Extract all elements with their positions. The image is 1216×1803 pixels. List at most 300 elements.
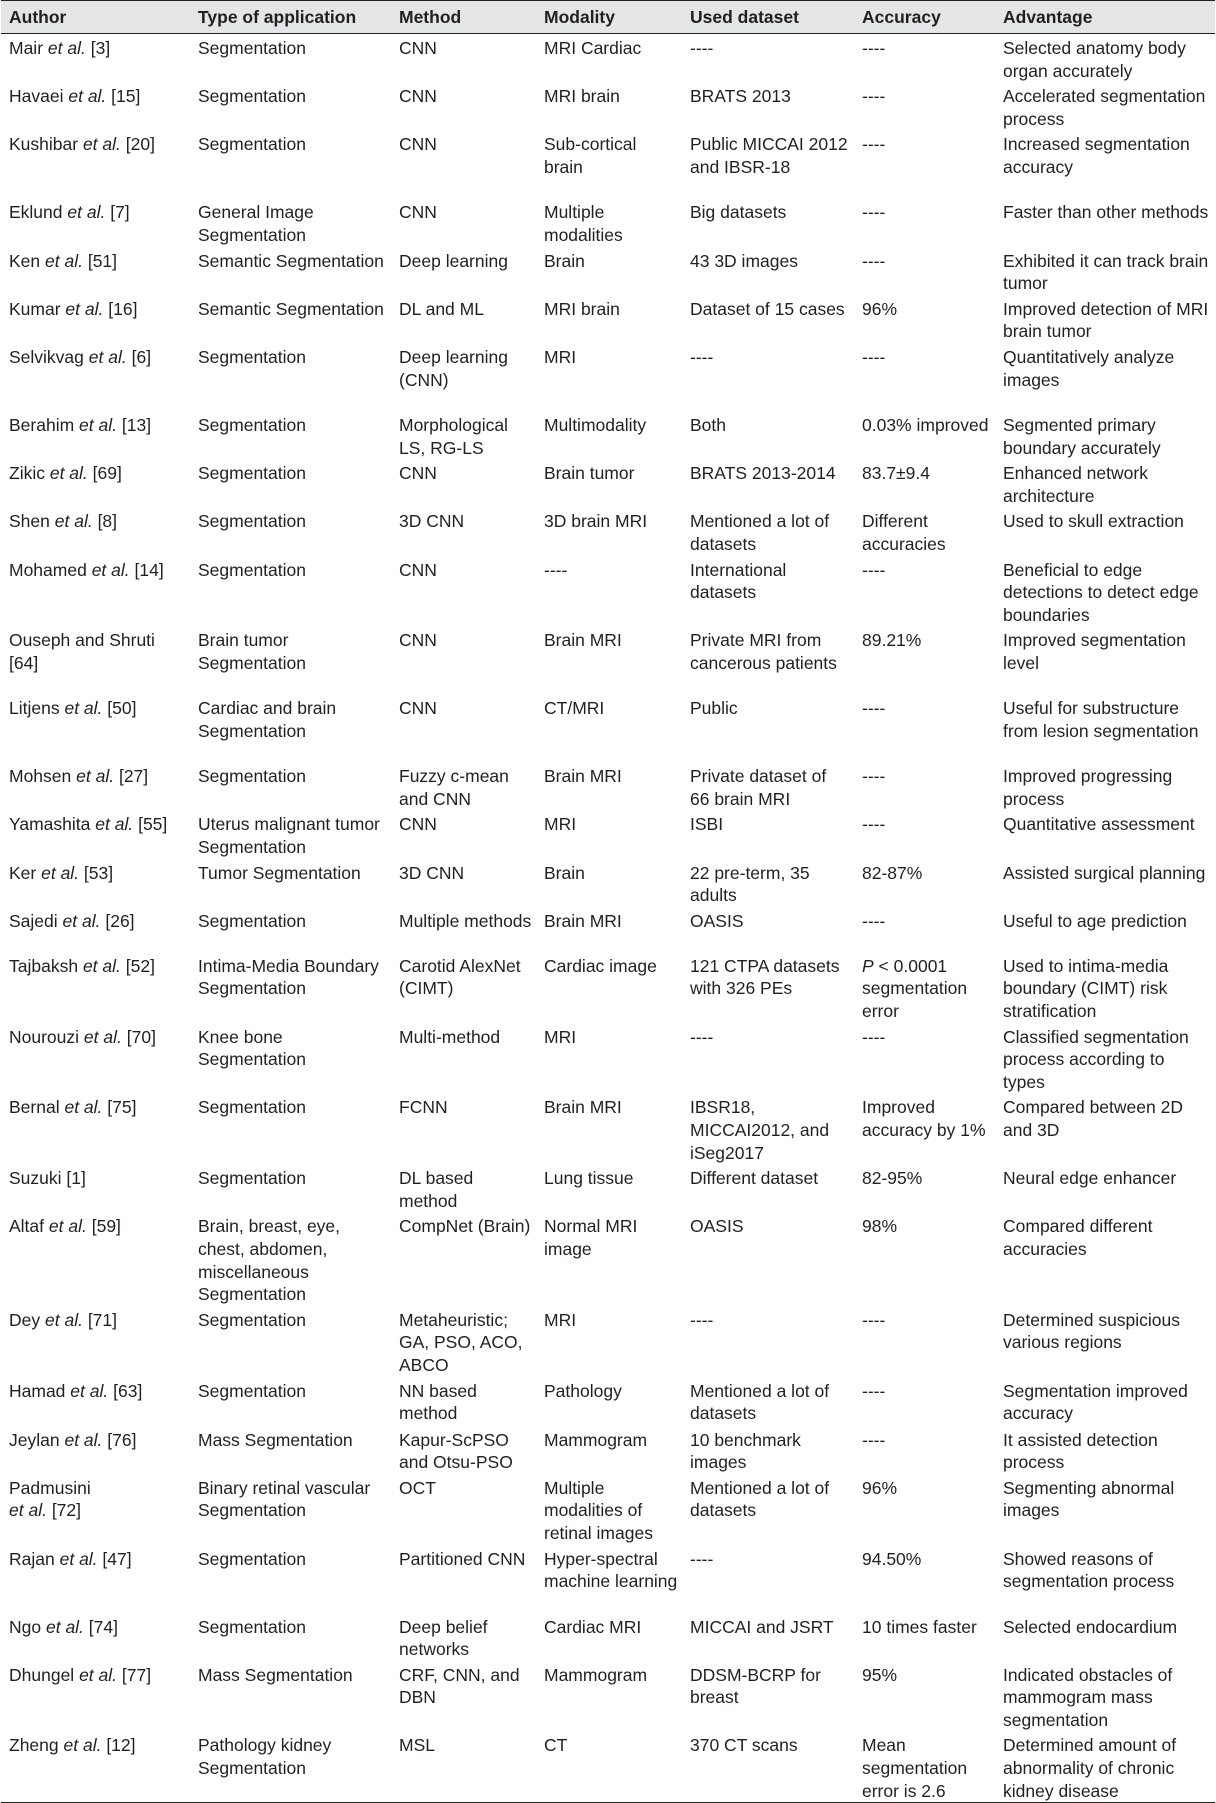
- cell-dataset: International datasets: [690, 559, 787, 603]
- author-name: Ngo: [9, 1616, 42, 1637]
- cell-modality: MRI brain: [544, 298, 620, 319]
- author-name: Tajbaksh: [9, 955, 79, 976]
- cell-modality: Lung tissue: [544, 1168, 634, 1189]
- author-name: Sajedi: [9, 910, 58, 931]
- author-reference: [7]: [105, 202, 130, 223]
- cell-advantage: Improved segmentation level: [1003, 630, 1186, 673]
- cell-method: Fuzzy c-mean and CNN: [399, 766, 509, 809]
- author-et-al: et al.: [47, 38, 86, 58]
- cell-method: OCT: [399, 1477, 436, 1498]
- author-et-al: et al.: [64, 1097, 103, 1118]
- header-accuracy: Accuracy: [854, 1, 995, 34]
- table-row: [1, 130, 1215, 198]
- author-et-al: et al.: [70, 1380, 109, 1401]
- author-name: Dhungel: [9, 1664, 75, 1685]
- cell-method: Kapur-ScPSO and Otsu-PSO: [399, 1429, 513, 1473]
- cell-accuracy: ----: [862, 1309, 886, 1330]
- cell-modality: ----: [544, 559, 568, 580]
- author-name: Zheng: [9, 1735, 59, 1756]
- cell-modality: MRI: [544, 346, 577, 367]
- cell-author: [1, 762, 190, 810]
- author-et-al: et al.: [9, 1500, 47, 1521]
- author-et-al: et al.: [62, 910, 101, 931]
- cell-advantage: Useful for substructure from lesion segmentation: [1003, 698, 1199, 741]
- table-row: [1, 343, 1215, 411]
- cell-author: [1, 82, 190, 130]
- cell-modality: Cardiac MRI: [544, 1616, 642, 1637]
- cell-modality: Pathology: [544, 1380, 622, 1401]
- author-reference: [77]: [117, 1664, 152, 1685]
- author-reference: [69]: [87, 463, 122, 484]
- cell-dataset: Private MRI from cancerous patients: [690, 630, 837, 673]
- table-row: [1, 198, 1215, 246]
- author-et-al: et al.: [63, 1735, 102, 1756]
- cell-accuracy: ----: [862, 910, 886, 931]
- author-reference: [71]: [82, 1309, 118, 1330]
- cell-modality: Brain MRI: [544, 766, 622, 787]
- table-row: [1, 295, 1215, 343]
- cell-method: Morphological LS, RG-LS: [399, 414, 508, 458]
- author-et-al: et al.: [49, 463, 88, 484]
- table-row: [1, 859, 1215, 907]
- cell-accuracy: ----: [862, 346, 886, 367]
- cell-author: [1, 1212, 190, 1305]
- table-row: [1, 1212, 1215, 1305]
- author-name: Berahim: [9, 414, 75, 435]
- cell-advantage: Improved progressing process: [1003, 766, 1173, 809]
- cell-method: 3D CNN: [399, 511, 465, 532]
- author-et-al: et al.: [48, 1216, 87, 1237]
- cell-dataset: Public MICCAI 2012 and IBSR-18: [690, 134, 848, 177]
- cell-dataset: Mentioned a lot of datasets: [690, 1380, 830, 1424]
- table-row: [1, 1093, 1215, 1164]
- table-header-row: [1, 1, 1215, 34]
- cell-type: Segmentation: [198, 414, 306, 435]
- author-reference: [14]: [129, 559, 164, 580]
- cell-author: [1, 556, 190, 627]
- cell-modality: CT/MRI: [544, 698, 605, 719]
- table-row: [1, 459, 1215, 507]
- cell-dataset: 370 CT scans: [682, 1731, 854, 1802]
- cell-modality: Brain MRI: [544, 910, 622, 931]
- table-row: [1, 1164, 1215, 1212]
- author-name: Yamashita: [9, 814, 91, 835]
- cell-type: Segmentation: [198, 134, 306, 155]
- table-row: [1, 1377, 1215, 1426]
- cell-author: [1, 1093, 190, 1164]
- author-et-al: et al.: [76, 766, 115, 787]
- table-row: [1, 556, 1215, 627]
- author-reference: [74]: [83, 1616, 118, 1637]
- table-row: [1, 1306, 1215, 1377]
- author-reference: [51]: [82, 250, 118, 271]
- cell-advantage: Selected anatomy body organ accurately: [1003, 38, 1186, 81]
- author-name: Jeylan: [9, 1429, 60, 1450]
- author-name: Nourouzi: [9, 1026, 80, 1047]
- cell-author: [1, 810, 190, 858]
- author-reference: [70]: [121, 1026, 156, 1047]
- cell-advantage: Determined suspicious various regions: [1003, 1309, 1181, 1353]
- author-reference: [59]: [86, 1216, 121, 1237]
- cell-dataset: Mentioned a lot of datasets: [690, 511, 830, 554]
- cell-author: [1, 1474, 190, 1545]
- cell-accuracy: ----: [862, 814, 886, 835]
- cell-type: Segmentation: [198, 1616, 306, 1637]
- cell-dataset: ----: [690, 1309, 714, 1330]
- cell-modality: MRI: [544, 814, 577, 835]
- cell-accuracy: 0.03% improved: [862, 414, 989, 435]
- author-reference: [3]: [85, 38, 111, 58]
- cell-type: Pathology kidney Segmentation: [190, 1731, 391, 1802]
- cell-dataset: Mentioned a lot of datasets: [690, 1477, 830, 1521]
- cell-type: Segmentation: [198, 1097, 306, 1118]
- cell-method: DL based method: [399, 1168, 474, 1211]
- cell-type: Segmentation: [198, 463, 306, 484]
- cell-method: Deep learning: [399, 250, 508, 271]
- cell-dataset: ISBI: [690, 814, 724, 835]
- cell-type: Segmentation: [198, 86, 306, 107]
- author-reference: [8]: [92, 511, 118, 532]
- cell-method: CRF, CNN, and DBN: [399, 1664, 520, 1708]
- cell-accuracy: 83.7±9.4: [862, 463, 930, 484]
- cell-advantage: Enhanced network architecture: [1003, 463, 1148, 506]
- author-reference: [12]: [101, 1735, 136, 1756]
- cell-method: NN based method: [399, 1380, 477, 1424]
- cell-accuracy: ----: [862, 1026, 886, 1047]
- author-reference: [16]: [103, 298, 138, 319]
- cell-type: Segmentation: [198, 1548, 306, 1569]
- cell-method: CNN: [399, 814, 437, 835]
- cell-dataset: 43 3D images: [690, 250, 798, 271]
- cell-advantage: Quantitatively analyze images: [1003, 346, 1175, 390]
- author-reference: [53]: [79, 862, 114, 883]
- cell-dataset: 22 pre-term, 35 adults: [690, 862, 810, 906]
- table-row: [1, 1545, 1215, 1613]
- cell-method: MSL: [391, 1731, 536, 1802]
- author-reference: [55]: [133, 814, 168, 835]
- cell-type: Segmentation: [198, 1168, 306, 1189]
- cell-advantage: Improved detection of MRI brain tumor: [1003, 298, 1209, 342]
- author-et-al: et al.: [82, 955, 121, 976]
- cell-modality: MRI Cardiac: [544, 38, 642, 58]
- cell-advantage: Compared between 2D and 3D: [1003, 1097, 1183, 1140]
- cell-modality: Multiple modalities of retinal images: [544, 1477, 653, 1543]
- cell-advantage: Increased segmentation accuracy: [1003, 134, 1190, 177]
- cell-author: [1, 1164, 190, 1212]
- author-et-al: et al.: [67, 202, 106, 223]
- cell-accuracy: ----: [862, 250, 886, 271]
- table-row: [1, 1474, 1215, 1545]
- cell-dataset: ----: [690, 1548, 714, 1569]
- cell-author: [1, 1545, 190, 1613]
- author-et-al: et al.: [79, 414, 117, 435]
- author-reference: [75]: [102, 1097, 137, 1118]
- cell-accuracy: 96%: [862, 298, 898, 319]
- cell-type: Segmentation: [198, 511, 306, 532]
- cell-type: Segmentation: [198, 38, 306, 58]
- author-name: Ken: [9, 250, 41, 271]
- cell-modality: Cardiac image: [544, 955, 657, 976]
- author-reference: [76]: [102, 1429, 137, 1450]
- cell-accuracy: ----: [862, 1380, 886, 1401]
- cell-author: [1, 907, 190, 952]
- table-row: [1, 1426, 1215, 1474]
- table-row: [1, 411, 1215, 459]
- cell-dataset: ----: [690, 1026, 714, 1047]
- cell-author: [1, 1023, 190, 1094]
- cell-method: CompNet (Brain): [399, 1216, 531, 1237]
- author-name: Ker: [9, 862, 37, 883]
- cell-dataset: 121 CTPA datasets with 326 PEs: [690, 955, 840, 999]
- header-author: Author: [1, 1, 190, 34]
- cell-dataset: Private dataset of 66 brain MRI: [690, 766, 827, 809]
- cell-type: Segmentation: [198, 910, 306, 931]
- cell-author: [1, 507, 190, 555]
- cell-dataset: DDSM-BCRP for breast: [690, 1664, 821, 1708]
- cell-accuracy: Different accuracies: [862, 511, 946, 554]
- cell-author: [1, 34, 190, 83]
- cell-type: Cardiac and brain Segmentation: [198, 698, 337, 741]
- author-name: Suzuki [1]: [9, 1168, 86, 1189]
- author-name: Kumar: [9, 298, 61, 319]
- cell-accuracy: ----: [862, 766, 886, 787]
- literature-table: [1, 0, 1215, 1803]
- cell-type: General Image Segmentation: [198, 202, 314, 245]
- author-name: Eklund: [9, 202, 63, 223]
- cell-dataset: BRATS 2013: [690, 86, 791, 107]
- cell-author: [1, 1613, 190, 1661]
- author-et-al: et al.: [64, 1429, 103, 1450]
- cell-type: Semantic Segmentation: [198, 298, 384, 319]
- cell-accuracy: ----: [862, 559, 886, 580]
- table-row: [1, 82, 1215, 130]
- author-name: Hamad: [9, 1380, 66, 1401]
- author-et-al: et al.: [65, 298, 104, 319]
- cell-accuracy: Mean segmentation error is 2.6: [854, 1731, 995, 1802]
- author-reference: [63]: [108, 1380, 143, 1401]
- cell-advantage: Segmented primary boundary accurately: [1003, 414, 1161, 458]
- cell-advantage: Faster than other methods: [1003, 202, 1209, 223]
- cell-type: Mass Segmentation: [198, 1664, 353, 1685]
- author-reference: [20]: [120, 134, 155, 155]
- author-et-al: et al.: [64, 698, 103, 719]
- cell-type: Segmentation: [198, 766, 306, 787]
- cell-type: Brain tumor Segmentation: [198, 630, 306, 673]
- cell-accuracy: [854, 952, 995, 1023]
- author-name: Rajan: [9, 1548, 55, 1569]
- author-name: Dey: [9, 1309, 41, 1330]
- cell-accuracy: 82-87%: [862, 862, 923, 883]
- author-name: Mohamed: [9, 559, 87, 580]
- cell-method: Carotid AlexNet (CIMT): [399, 955, 521, 999]
- cell-modality: Multiple modalities: [544, 202, 623, 245]
- cell-advantage: It assisted detection process: [1003, 1429, 1158, 1473]
- cell-advantage: Compared different accuracies: [1003, 1216, 1153, 1259]
- author-name: Havaei: [9, 86, 64, 107]
- accuracy-text: < 0.0001 segmentation error: [862, 955, 968, 1022]
- cell-type: Intima-Media Boundary Segmentation: [198, 955, 379, 999]
- cell-accuracy: Improved accuracy by 1%: [862, 1097, 986, 1140]
- cell-dataset: OASIS: [690, 1216, 744, 1237]
- author-name: Litjens: [9, 698, 60, 719]
- author-et-al: et al.: [83, 1026, 122, 1047]
- cell-dataset: ----: [690, 38, 714, 58]
- cell-method: CNN: [399, 202, 437, 223]
- cell-advantage: Classified segmentation process according to types: [1003, 1026, 1189, 1092]
- cell-accuracy: 10 times faster: [862, 1616, 977, 1637]
- cell-type: Uterus malignant tumor Segmentation: [198, 814, 380, 858]
- author-et-al: et al.: [45, 250, 83, 271]
- table-row: [1, 952, 1215, 1023]
- cell-method: Deep learning (CNN): [399, 346, 508, 390]
- cell-dataset: ----: [690, 346, 714, 367]
- cell-dataset: OASIS: [690, 910, 744, 931]
- table-body: [1, 34, 1215, 1803]
- accuracy-p-symbol: P: [862, 955, 874, 976]
- cell-modality: Mammogram: [544, 1664, 648, 1685]
- author-reference: [50]: [102, 698, 137, 719]
- table-row: [1, 762, 1215, 810]
- table-row: [1, 507, 1215, 555]
- author-et-al: et al.: [88, 346, 127, 367]
- cell-type: Segmentation: [198, 559, 306, 580]
- table-row: [1, 1731, 1215, 1802]
- cell-method: CNN: [399, 559, 437, 580]
- author-et-al: et al.: [95, 814, 134, 835]
- cell-type: Mass Segmentation: [198, 1429, 353, 1450]
- cell-advantage: Assisted surgical planning: [1003, 862, 1206, 883]
- cell-dataset: BRATS 2013-2014: [690, 463, 836, 484]
- cell-accuracy: ----: [862, 202, 886, 223]
- table-row: [1, 1661, 1215, 1732]
- cell-modality: CT: [536, 1731, 682, 1802]
- cell-modality: 3D brain MRI: [544, 511, 648, 532]
- cell-accuracy: ----: [862, 698, 886, 719]
- cell-dataset: Different dataset: [690, 1168, 819, 1189]
- cell-advantage: Beneficial to edge detections to detect edge boundaries: [1003, 559, 1199, 625]
- cell-accuracy: 98%: [862, 1216, 898, 1237]
- cell-modality: Normal MRI image: [544, 1216, 638, 1259]
- table-row: [1, 1613, 1215, 1661]
- cell-author: [1, 247, 190, 295]
- cell-modality: Brain tumor: [544, 463, 635, 484]
- author-et-al: et al.: [45, 1309, 83, 1330]
- author-reference: [6]: [126, 346, 152, 367]
- author-et-al: et al.: [41, 862, 80, 883]
- cell-author: [1, 459, 190, 507]
- cell-type: Brain, breast, eye, chest, abdomen, miscellaneous Segmentation: [198, 1216, 341, 1305]
- cell-author: [1, 952, 190, 1023]
- author-reference: [52]: [120, 955, 155, 976]
- author-reference: [72]: [46, 1500, 82, 1521]
- cell-modality: MRI brain: [544, 86, 620, 107]
- cell-dataset: 10 benchmark images: [690, 1429, 801, 1473]
- cell-author: [1, 1731, 190, 1802]
- cell-author: [1, 198, 190, 246]
- cell-advantage: Neural edge enhancer: [1003, 1168, 1177, 1189]
- author-et-al: et al.: [59, 1548, 98, 1569]
- cell-advantage: Accelerated segmentation process: [1003, 86, 1206, 129]
- cell-dataset: IBSR18, MICCAI2012, and iSeg2017: [690, 1097, 830, 1163]
- cell-advantage: Useful to age prediction: [1003, 910, 1187, 931]
- cell-modality: Hyper-spectral machine learning: [544, 1548, 678, 1592]
- cell-dataset: Big datasets: [690, 202, 787, 223]
- author-reference: [15]: [106, 86, 141, 107]
- cell-advantage: Used to skull extraction: [1003, 511, 1184, 532]
- cell-method: CNN: [399, 86, 437, 107]
- cell-method: CNN: [399, 134, 437, 155]
- author-name: Selvikvag: [9, 346, 84, 367]
- cell-author: [1, 411, 190, 459]
- cell-method: Multi-method: [399, 1026, 501, 1047]
- author-name: Mohsen: [9, 766, 72, 787]
- author-name: Ouseph and Shruti [64]: [9, 630, 155, 673]
- cell-type: Knee bone Segmentation: [198, 1026, 306, 1070]
- table-row: [1, 34, 1215, 83]
- author-reference: [13]: [117, 414, 152, 435]
- cell-author: [1, 1661, 190, 1732]
- cell-advantage: Exhibited it can track brain tumor: [1003, 250, 1209, 294]
- cell-modality: Brain MRI: [544, 1097, 622, 1118]
- header-used-dataset: Used dataset: [682, 1, 854, 34]
- cell-method: 3D CNN: [399, 862, 465, 883]
- cell-advantage: Segmenting abnormal images: [1003, 1477, 1175, 1521]
- cell-advantage: Segmentation improved accuracy: [1003, 1380, 1188, 1424]
- cell-accuracy: 89.21%: [862, 630, 922, 651]
- cell-modality: Brain: [544, 862, 585, 883]
- cell-advantage: Indicated obstacles of mammogram mass segmentation: [1003, 1664, 1173, 1730]
- cell-method: CNN: [399, 463, 437, 484]
- author-name: Padmusini: [9, 1477, 91, 1498]
- table-row: [1, 247, 1215, 295]
- table-row: [1, 694, 1215, 762]
- cell-author: [1, 859, 190, 907]
- header-method: Method: [391, 1, 536, 34]
- cell-author: [1, 1377, 190, 1426]
- cell-method: CNN: [399, 38, 437, 58]
- author-name: Altaf: [9, 1216, 45, 1237]
- cell-type: Segmentation: [198, 346, 306, 367]
- cell-method: Deep belief networks: [399, 1616, 488, 1660]
- author-name: Mair: [9, 38, 44, 58]
- cell-dataset: Public: [690, 698, 738, 719]
- author-name: Shen: [9, 511, 50, 532]
- cell-method: CNN: [399, 698, 437, 719]
- cell-author: [1, 626, 190, 694]
- cell-modality: Sub-cortical brain: [544, 134, 637, 177]
- cell-advantage: Selected endocardium: [1003, 1616, 1178, 1637]
- cell-accuracy: 94.50%: [862, 1548, 922, 1569]
- cell-accuracy: ----: [862, 134, 886, 155]
- author-reference: [26]: [100, 910, 135, 931]
- cell-modality: Brain MRI: [544, 630, 622, 651]
- cell-type: Tumor Segmentation: [198, 862, 361, 883]
- cell-method: Partitioned CNN: [399, 1548, 526, 1569]
- cell-dataset: MICCAI and JSRT: [690, 1616, 834, 1637]
- author-et-al: et al.: [54, 511, 93, 532]
- author-name: Kushibar: [9, 134, 79, 155]
- author-et-al: et al.: [68, 86, 107, 107]
- header-advantage: Advantage: [995, 1, 1215, 34]
- cell-type: Semantic Segmentation: [198, 250, 384, 271]
- cell-advantage: Showed reasons of segmentation process: [1003, 1548, 1175, 1592]
- header-type-of-application: Type of application: [190, 1, 391, 34]
- cell-advantage: Used to intima-media boundary (CIMT) risk stratification: [1003, 955, 1169, 1022]
- cell-author: [1, 130, 190, 198]
- cell-method: Metaheuristic; GA, PSO, ACO, ABCO: [399, 1309, 523, 1375]
- author-et-al: et al.: [45, 1616, 84, 1637]
- cell-modality: MRI: [544, 1309, 577, 1330]
